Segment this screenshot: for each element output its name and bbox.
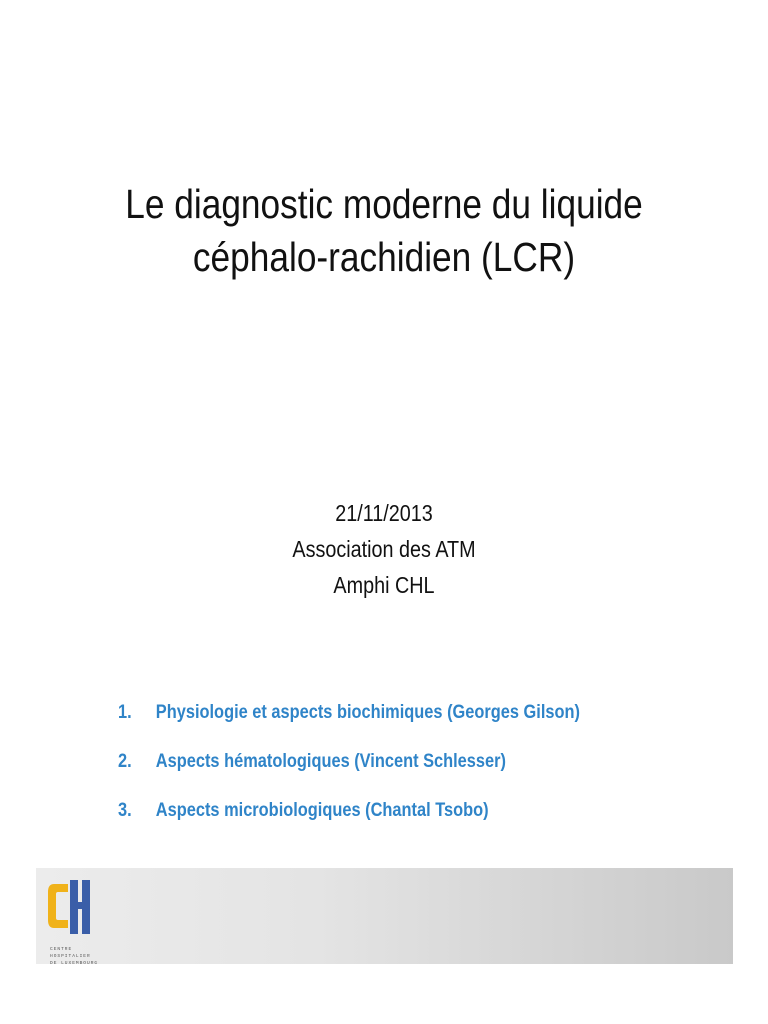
agenda-item bbox=[118, 799, 588, 848]
chl-logo bbox=[44, 876, 104, 966]
logo-caption-line-2: DE LUXEMBOURG bbox=[50, 961, 99, 966]
logo-caption bbox=[50, 946, 104, 967]
agenda-item-text: Physiologie et aspects biochimiques (Georges Gilson) bbox=[155, 701, 580, 723]
agenda-item-text: Aspects microbiologiques (Chantal Tsobo) bbox=[155, 799, 489, 821]
agenda-item-number: 3. bbox=[118, 799, 132, 821]
agenda-item-text: Aspects hématologiques (Vincent Schlesser) bbox=[155, 750, 506, 772]
footer-band bbox=[36, 868, 733, 964]
agenda-item bbox=[118, 701, 588, 750]
logo-caption-line-1: CENTRE HOSPITALIER bbox=[50, 947, 91, 959]
slide-title-line-1: Le diagnostic moderne du liquide bbox=[125, 181, 643, 227]
agenda-item-number: 1. bbox=[118, 701, 132, 723]
event-details bbox=[209, 495, 560, 603]
event-organizer: Association des ATM bbox=[292, 536, 476, 562]
slide-title-line-2: céphalo-rachidien (LCR) bbox=[192, 234, 576, 280]
slide-title bbox=[105, 178, 662, 284]
agenda-item bbox=[118, 750, 588, 799]
event-venue: Amphi CHL bbox=[333, 572, 435, 598]
agenda-item-number: 2. bbox=[118, 750, 132, 772]
chl-logo-icon bbox=[44, 876, 104, 938]
agenda-list bbox=[118, 701, 588, 848]
event-date: 21/11/2013 bbox=[335, 500, 433, 526]
